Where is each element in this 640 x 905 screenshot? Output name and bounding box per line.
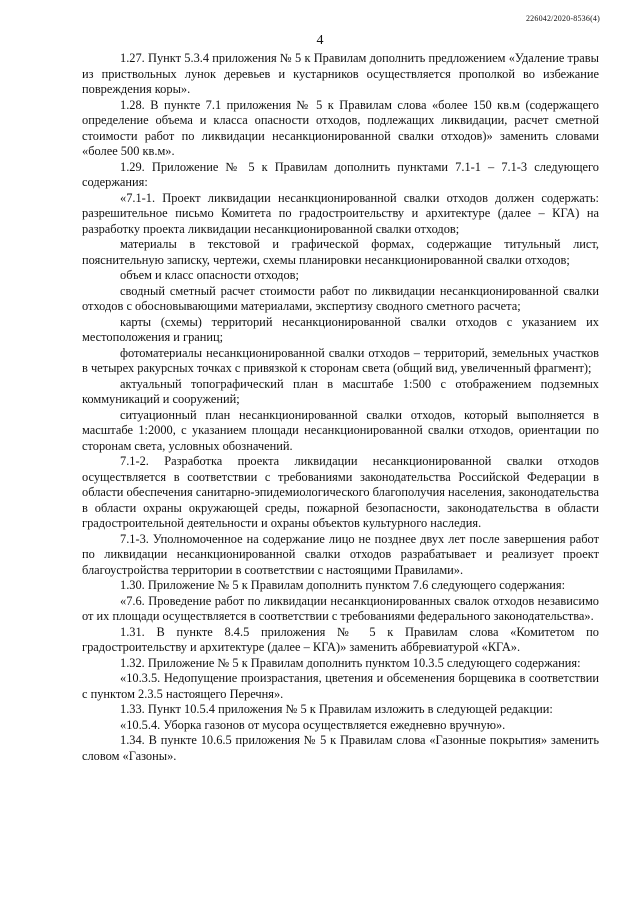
paragraph-7-1-3: 7.1-3. Уполномоченное на содержание лицо не позднее двух лет после завершения работ по ликвидации несанкционированной свалки отходов разрабатывает и реализует проект благоустройства территории в соответствии с настоящими Правилами». <box>82 531 599 577</box>
document-body <box>82 51 599 764</box>
paragraph-1-33: 1.33. Пункт 10.5.4 приложения № 5 к Правилам изложить в следующей редакции: <box>120 702 553 716</box>
list-item-photos: фотоматериалы несанкционированной свалки отходов – территорий, земельных участков в четырех ракурсных точках с привязкой к сторонам света (общий вид, увеличенный фрагмент); <box>82 345 599 375</box>
paragraph-1-34: 1.34. В пункте 10.6.5 приложения № 5 к Правилам слова «Газонные покрытия» заменить словом «Газоны». <box>82 733 599 763</box>
list-item-volume: объем и класс опасности отходов; <box>120 268 299 282</box>
paragraph-7-1-2: 7.1-2. Разработка проекта ликвидации несанкционированной свалки отходов осуществляется в соответствии с требованиями законодательства Российской Федерации в области обеспечения санитарно-эпидемиологического благополучия населения, законодательства в области охраны окружающей среды, пожарной безопасности, законодательства в области градостроительной деятельности и охраны объектов культурного наследия. <box>82 454 599 530</box>
paragraph-1-27: 1.27. Пункт 5.3.4 приложения № 5 к Правилам дополнить предложением «Удаление травы из приствольных лунок деревьев и кустарников осуществляется прополкой во избежание повреждения коры». <box>82 51 599 96</box>
paragraph-1-31: 1.31. В пункте 8.4.5 приложения № 5 к Правилам слова «Комитетом по градостроительству и архитектуре (далее – КГА)» заменить аббревиатурой «КГА». <box>82 624 599 654</box>
paragraph-1-32: 1.32. Приложение № 5 к Правилам дополнить пунктом 10.3.5 следующего содержания: <box>120 655 581 670</box>
paragraph-1-28: 1.28. В пункте 7.1 приложения № 5 к Правилам слова «более 150 кв.м (содержащего определение объема и класса опасности отходов, подлежащих ликвидации, расчет сметной стоимости работ по ликвидации несанкционированной свалки отходов)» заменить словами «более 500 кв.м». <box>82 97 599 158</box>
document-registration-code: 226042/2020-8536(4) <box>525 14 600 23</box>
paragraph-7-6: «7.6. Проведение работ по ликвидации несанкционированных свалок отходов независимо от их площади осуществляется в соответствии с требованиями федерального законодательства». <box>82 593 599 623</box>
list-item-materials: материалы в текстовой и графической формах, содержащие титульный лист, пояснительную записку, чертежи, схемы планировки несанкционированной свалки отходов; <box>82 237 599 267</box>
paragraph-1-29: 1.29. Приложение № 5 к Правилам дополнить пунктами 7.1-1 – 7.1-3 следующего содержания: <box>82 159 599 189</box>
paragraph-1-30: 1.30. Приложение № 5 к Правилам дополнить пунктом 7.6 следующего содержания: <box>120 578 566 592</box>
paragraph-10-5-4: «10.5.4. Уборка газонов от мусора осуществляется ежедневно вручную». <box>120 717 506 732</box>
page-number: 4 <box>316 33 324 48</box>
list-item-maps: карты (схемы) территорий несанкционированной свалки отходов с указанием их местоположения и границ; <box>82 314 599 344</box>
list-item-topographic-plan: актуальный топографический план в масштабе 1:500 с отображением подземных коммуникаций и сооружений; <box>82 376 599 406</box>
list-item-situational-plan: ситуационный план несанкционированной свалки отходов, который выполняется в масштабе 1:2000, с указанием площади несанкционированной свалки отходов, ориентации по сторонам света, условных обозначений. <box>82 407 599 453</box>
paragraph-7-1-1: «7.1-1. Проект ликвидации несанкционированной свалки отходов должен содержать: разрешительное письмо Комитета по градостроительству и архитектуре (далее – КГА) на разработку проекта ликвидации несанкционированной свалки отходов; <box>82 190 599 236</box>
list-item-estimate: сводный сметный расчет стоимости работ по ликвидации несанкционированной свалки отходов с обосновывающими материалами, экспертизу сводного сметного расчета; <box>82 283 599 313</box>
paragraph-10-3-5: «10.3.5. Недопущение произрастания, цветения и обсеменения борщевика в соответствии с пунктом 2.3.5 настоящего Перечня». <box>82 671 599 701</box>
